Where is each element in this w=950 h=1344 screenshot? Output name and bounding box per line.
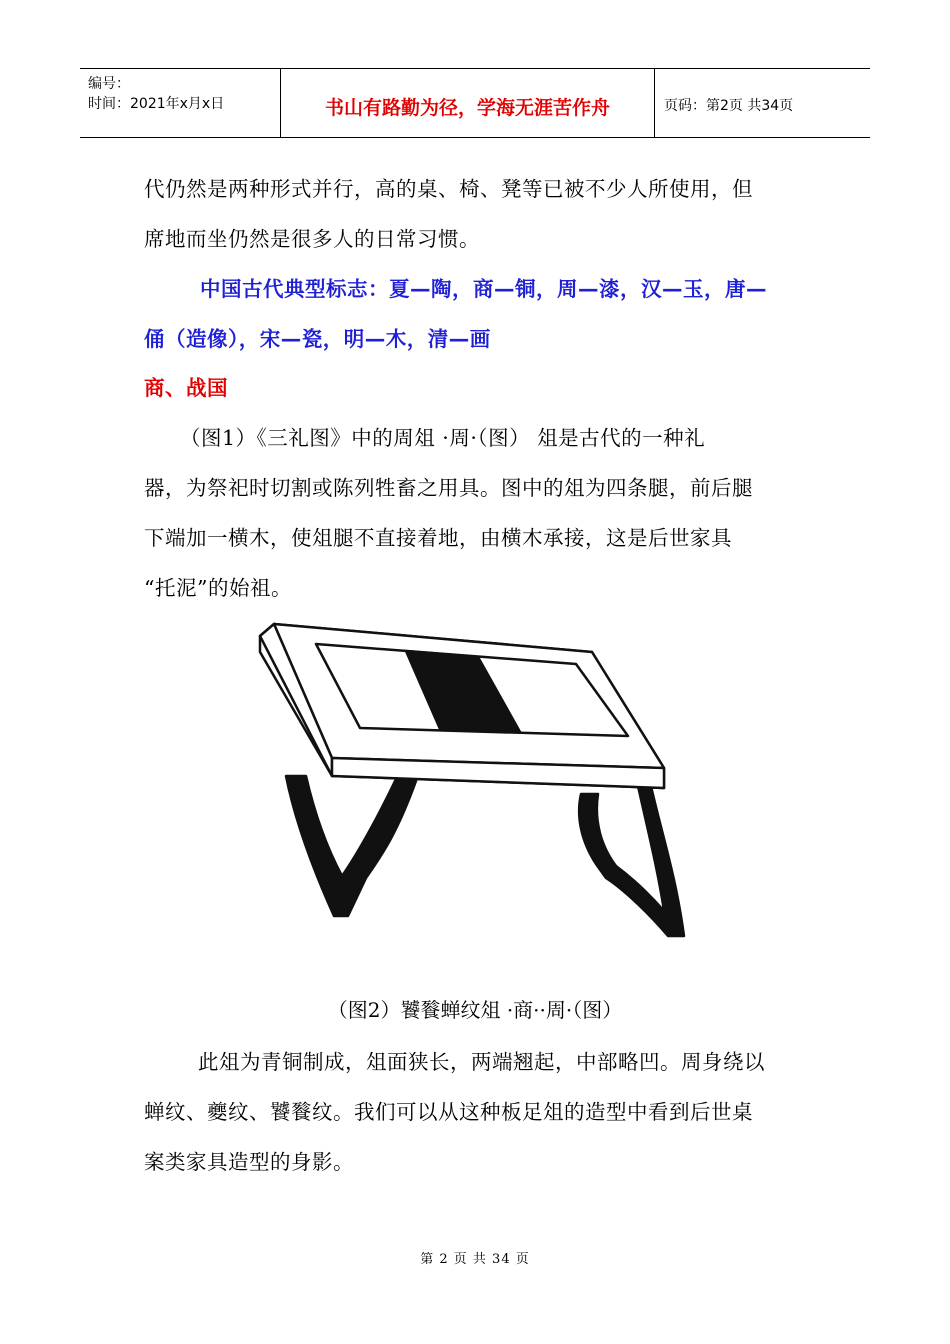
paragraph-line: 下端加一横木，使俎腿不直接着地，由横木承接，这是后世家具 (144, 526, 732, 550)
paragraph-line: （图1）《三礼图》中的周俎 ·周·（图） 俎是古代的一种礼 (180, 426, 706, 450)
header-table (80, 68, 870, 138)
section-title: 商、战国 (144, 376, 228, 400)
page-footer: 第 2 页 共 34 页 (420, 1252, 530, 1267)
highlight-line: 中国古代典型标志：夏—陶，商—铜，周—漆，汉—玉，唐— (200, 277, 767, 301)
paragraph-line: “托泥”的始祖。 (144, 576, 292, 600)
time-label: 时间：2021年x月x日 (88, 96, 225, 112)
paragraph-line: 蝉纹、夔纹、饕餮纹。我们可以从这种板足俎的造型中看到后世桌 (144, 1100, 753, 1124)
page-info: 页码：第2页 共34页 (664, 98, 794, 114)
bronze-zu-illustration (256, 616, 696, 946)
paragraph-line: 案类家具造型的身影。 (144, 1150, 354, 1174)
header-motto-cell (280, 69, 655, 137)
header-meta (80, 69, 280, 137)
figure-caption: （图2）饕餮蝉纹俎 ·商··周·（图） (327, 998, 623, 1022)
motto: 书山有路勤为径，学海无涯苦作舟 (324, 97, 610, 119)
paragraph-line: 席地而坐仍然是很多人的日常习惯。 (144, 227, 480, 251)
paragraph-line: 代仍然是两种形式并行，高的桌、椅、凳等已被不少人所使用，但 (144, 177, 753, 201)
paragraph-line: 器，为祭祀时切割或陈列牲畜之用具。图中的俎为四条腿，前后腿 (144, 476, 753, 500)
header-page-cell (655, 69, 870, 137)
paragraph-line: 此俎为青铜制成，俎面狭长，两端翘起，中部略凹。周身绕以 (198, 1050, 765, 1074)
number-label: 编号： (88, 76, 130, 92)
highlight-line: 俑（造像），宋—瓷，明—木，清—画 (144, 327, 491, 351)
